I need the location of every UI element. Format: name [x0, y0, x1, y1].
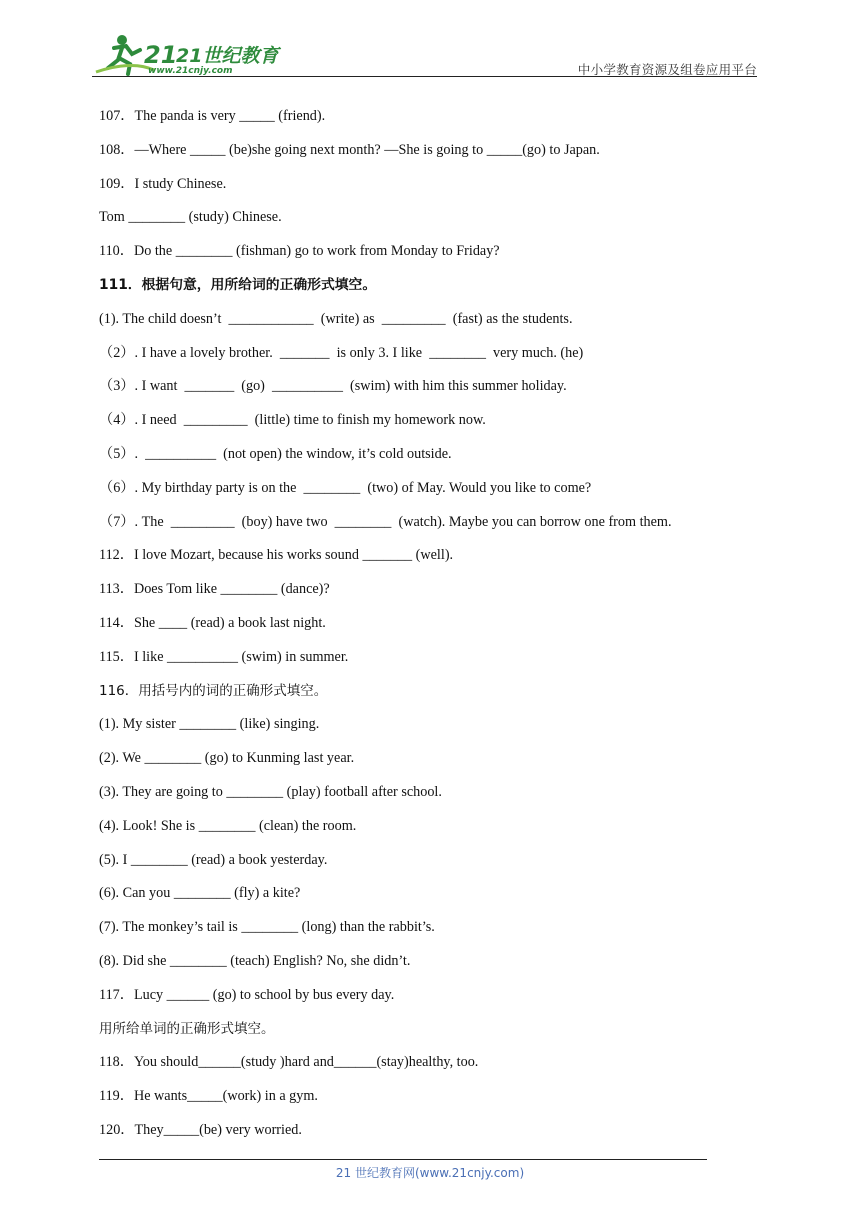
exercise-line: (8). Did she ________ (teach) English? No, she didn’t. — [99, 952, 411, 969]
logo-brand-text: 21世纪教育 — [176, 45, 279, 67]
exercise-line: (2). We ________ (go) to Kunming last year. — [99, 750, 355, 767]
exercise-line: 118．You should______(study )hard and______(stay)healthy, too. — [99, 1054, 479, 1071]
svg-text:21: 21 — [144, 41, 178, 69]
exercise-line: 120．They_____(be) very worried. — [99, 1121, 302, 1138]
exercise-line: (3). They are going to ________ (play) football after school. — [99, 783, 442, 800]
exercise-line: Tom ________ (study) Chinese. — [99, 209, 282, 226]
exercise-line: 119．He wants_____(work) in a gym. — [99, 1088, 318, 1105]
header-platform-text: 中小学教育资源及组卷应用平台 — [577, 62, 757, 77]
exercise-line: 113．Does Tom like ________ (dance)? — [99, 581, 330, 598]
section-instruction: 111．根据句意，用所给词的正确形式填空。 — [99, 276, 377, 293]
exercise-line: (6). Can you ________ (fly) a kite? — [99, 885, 301, 902]
exercise-line: 117．Lucy ______ (go) to school by bus every day. — [99, 986, 395, 1003]
exercise-line: （5）. __________ (not open) the window, it’s cold outside. — [99, 445, 452, 462]
exercise-line: 110．Do the ________ (fishman) go to work from Monday to Friday? — [99, 243, 500, 260]
footer-divider — [99, 1159, 707, 1160]
page-header — [92, 30, 757, 80]
exercise-line: (7). The monkey’s tail is ________ (long) than the rabbit’s. — [99, 919, 435, 936]
exercise-line: 109．I study Chinese. — [99, 175, 227, 192]
exercise-line: （3）. I want _______ (go) __________ (swim) with him this summer holiday. — [99, 378, 567, 395]
exercise-line: 115．I like __________ (swim) in summer. — [99, 648, 349, 665]
exercise-line: (4). Look! She is ________ (clean) the room. — [99, 817, 357, 834]
exercise-line: 112．I love Mozart, because his works sound _______ (well). — [99, 547, 454, 564]
exercise-list — [99, 104, 739, 1152]
section-instruction: 116．用括号内的词的正确形式填空。 — [99, 682, 328, 699]
logo-url-text: www.21cnjy.com — [148, 66, 233, 76]
brand-logo — [92, 30, 279, 78]
exercise-line: （2）. I have a lovely brother. _______ is only 3. I like ________ very much. (he) — [99, 344, 584, 361]
footer-source-text: 21 世纪教育网(www.21cnjy.com) — [335, 1166, 525, 1180]
exercise-line: (5). I ________ (read) a book yesterday. — [99, 851, 328, 868]
exercise-line: (1). The child doesn’t ____________ (write) as _________ (fast) as the students. — [99, 310, 573, 327]
exercise-line: （4）. I need _________ (little) time to finish my homework now. — [99, 412, 486, 429]
exercise-line: 108．—Where _____ (be)she going next month? —She is going to _____(go) to Japan. — [99, 141, 600, 158]
exercise-line: 107．The panda is very _____ (friend). — [99, 108, 326, 124]
exercise-line: (1). My sister ________ (like) singing. — [99, 716, 320, 733]
header-divider — [92, 76, 757, 77]
section-instruction: 用所给单词的正确形式填空。 — [99, 1020, 275, 1037]
exercise-line: （6）. My birthday party is on the ________ (two) of May. Would you like to come? — [99, 479, 592, 496]
exercise-line: （7）. The _________ (boy) have two ________ (watch). Maybe you can borrow one from them. — [99, 513, 672, 530]
exercise-line: 114．She ____ (read) a book last night. — [99, 614, 326, 631]
